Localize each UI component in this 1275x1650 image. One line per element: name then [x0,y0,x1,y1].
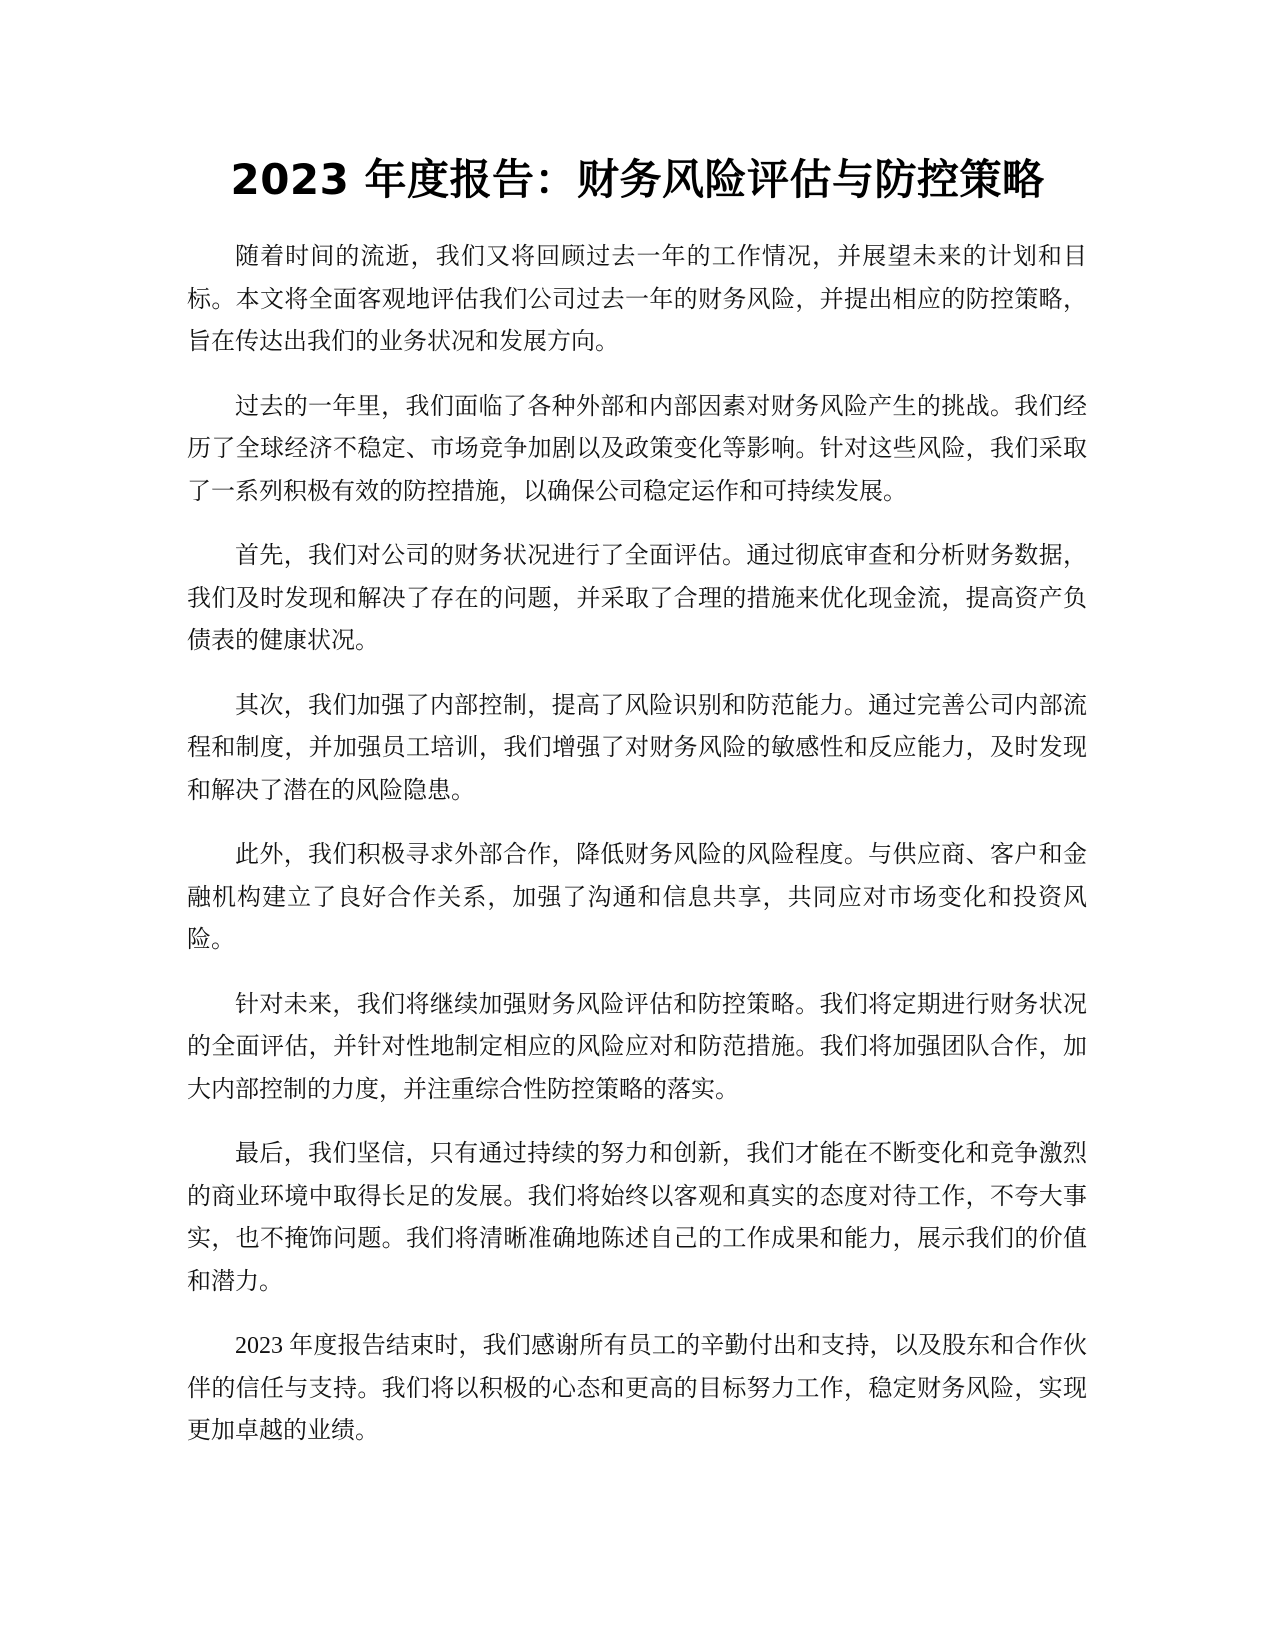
paragraph-challenges: 过去的一年里，我们面临了各种外部和内部因素对财务风险产生的挑战。我们经历了全球经济不稳定、市场竞争加剧以及政策变化等影响。针对这些风险，我们采取了一系列积极有效的防控措施，以确保公司稳定运作和可持续发展。 [187,393,1087,505]
paragraph-closing: 2023 年度报告结束时，我们感谢所有员工的辛勤付出和支持，以及股东和合作伙伴的信任与支持。我们将以积极的心态和更高的目标努力工作，稳定财务风险，实现更加卓越的业绩。 [187,1333,1087,1444]
paragraph-second: 其次，我们加强了内部控制，提高了风险识别和防范能力。通过完善公司内部流程和制度，并加强员工培训，我们增强了对财务风险的敏感性和反应能力，及时发现和解决了潜在的风险隐患。 [187,692,1087,804]
document-title: 2023 年度报告：财务风险评估与防控策略 [230,155,1045,204]
document-body [187,236,1087,1475]
paragraph-additionally: 此外，我们积极寻求外部合作，降低财务风险的风险程度。与供应商、客户和金融机构建立了良好合作关系，加强了沟通和信息共享，共同应对市场变化和投资风险。 [187,842,1087,953]
paragraph-first: 首先，我们对公司的财务状况进行了全面评估。通过彻底审查和分析财务数据，我们及时发现和解决了存在的问题，并采取了合理的措施来优化现金流，提高资产负债表的健康状况。 [187,543,1087,654]
paragraph-future: 针对未来，我们将继续加强财务风险评估和防控策略。我们将定期进行财务状况的全面评估，并针对性地制定相应的风险应对和防范措施。我们将加强团队合作，加大内部控制的力度，并注重综合性防控策略的落实。 [187,991,1087,1103]
paragraph-intro: 随着时间的流逝，我们又将回顾过去一年的工作情况，并展望未来的计划和目标。本文将全面客观地评估我们公司过去一年的财务风险，并提出相应的防控策略，旨在传达出我们的业务状况和发展方向。 [187,244,1087,355]
paragraph-finally: 最后，我们坚信，只有通过持续的努力和创新，我们才能在不断变化和竞争激烈的商业环境中取得长足的发展。我们将始终以客观和真实的态度对待工作，不夸大事实，也不掩饰问题。我们将清晰准确地陈述自己的工作成果和能力，展示我们的价值和潜力。 [187,1141,1087,1295]
